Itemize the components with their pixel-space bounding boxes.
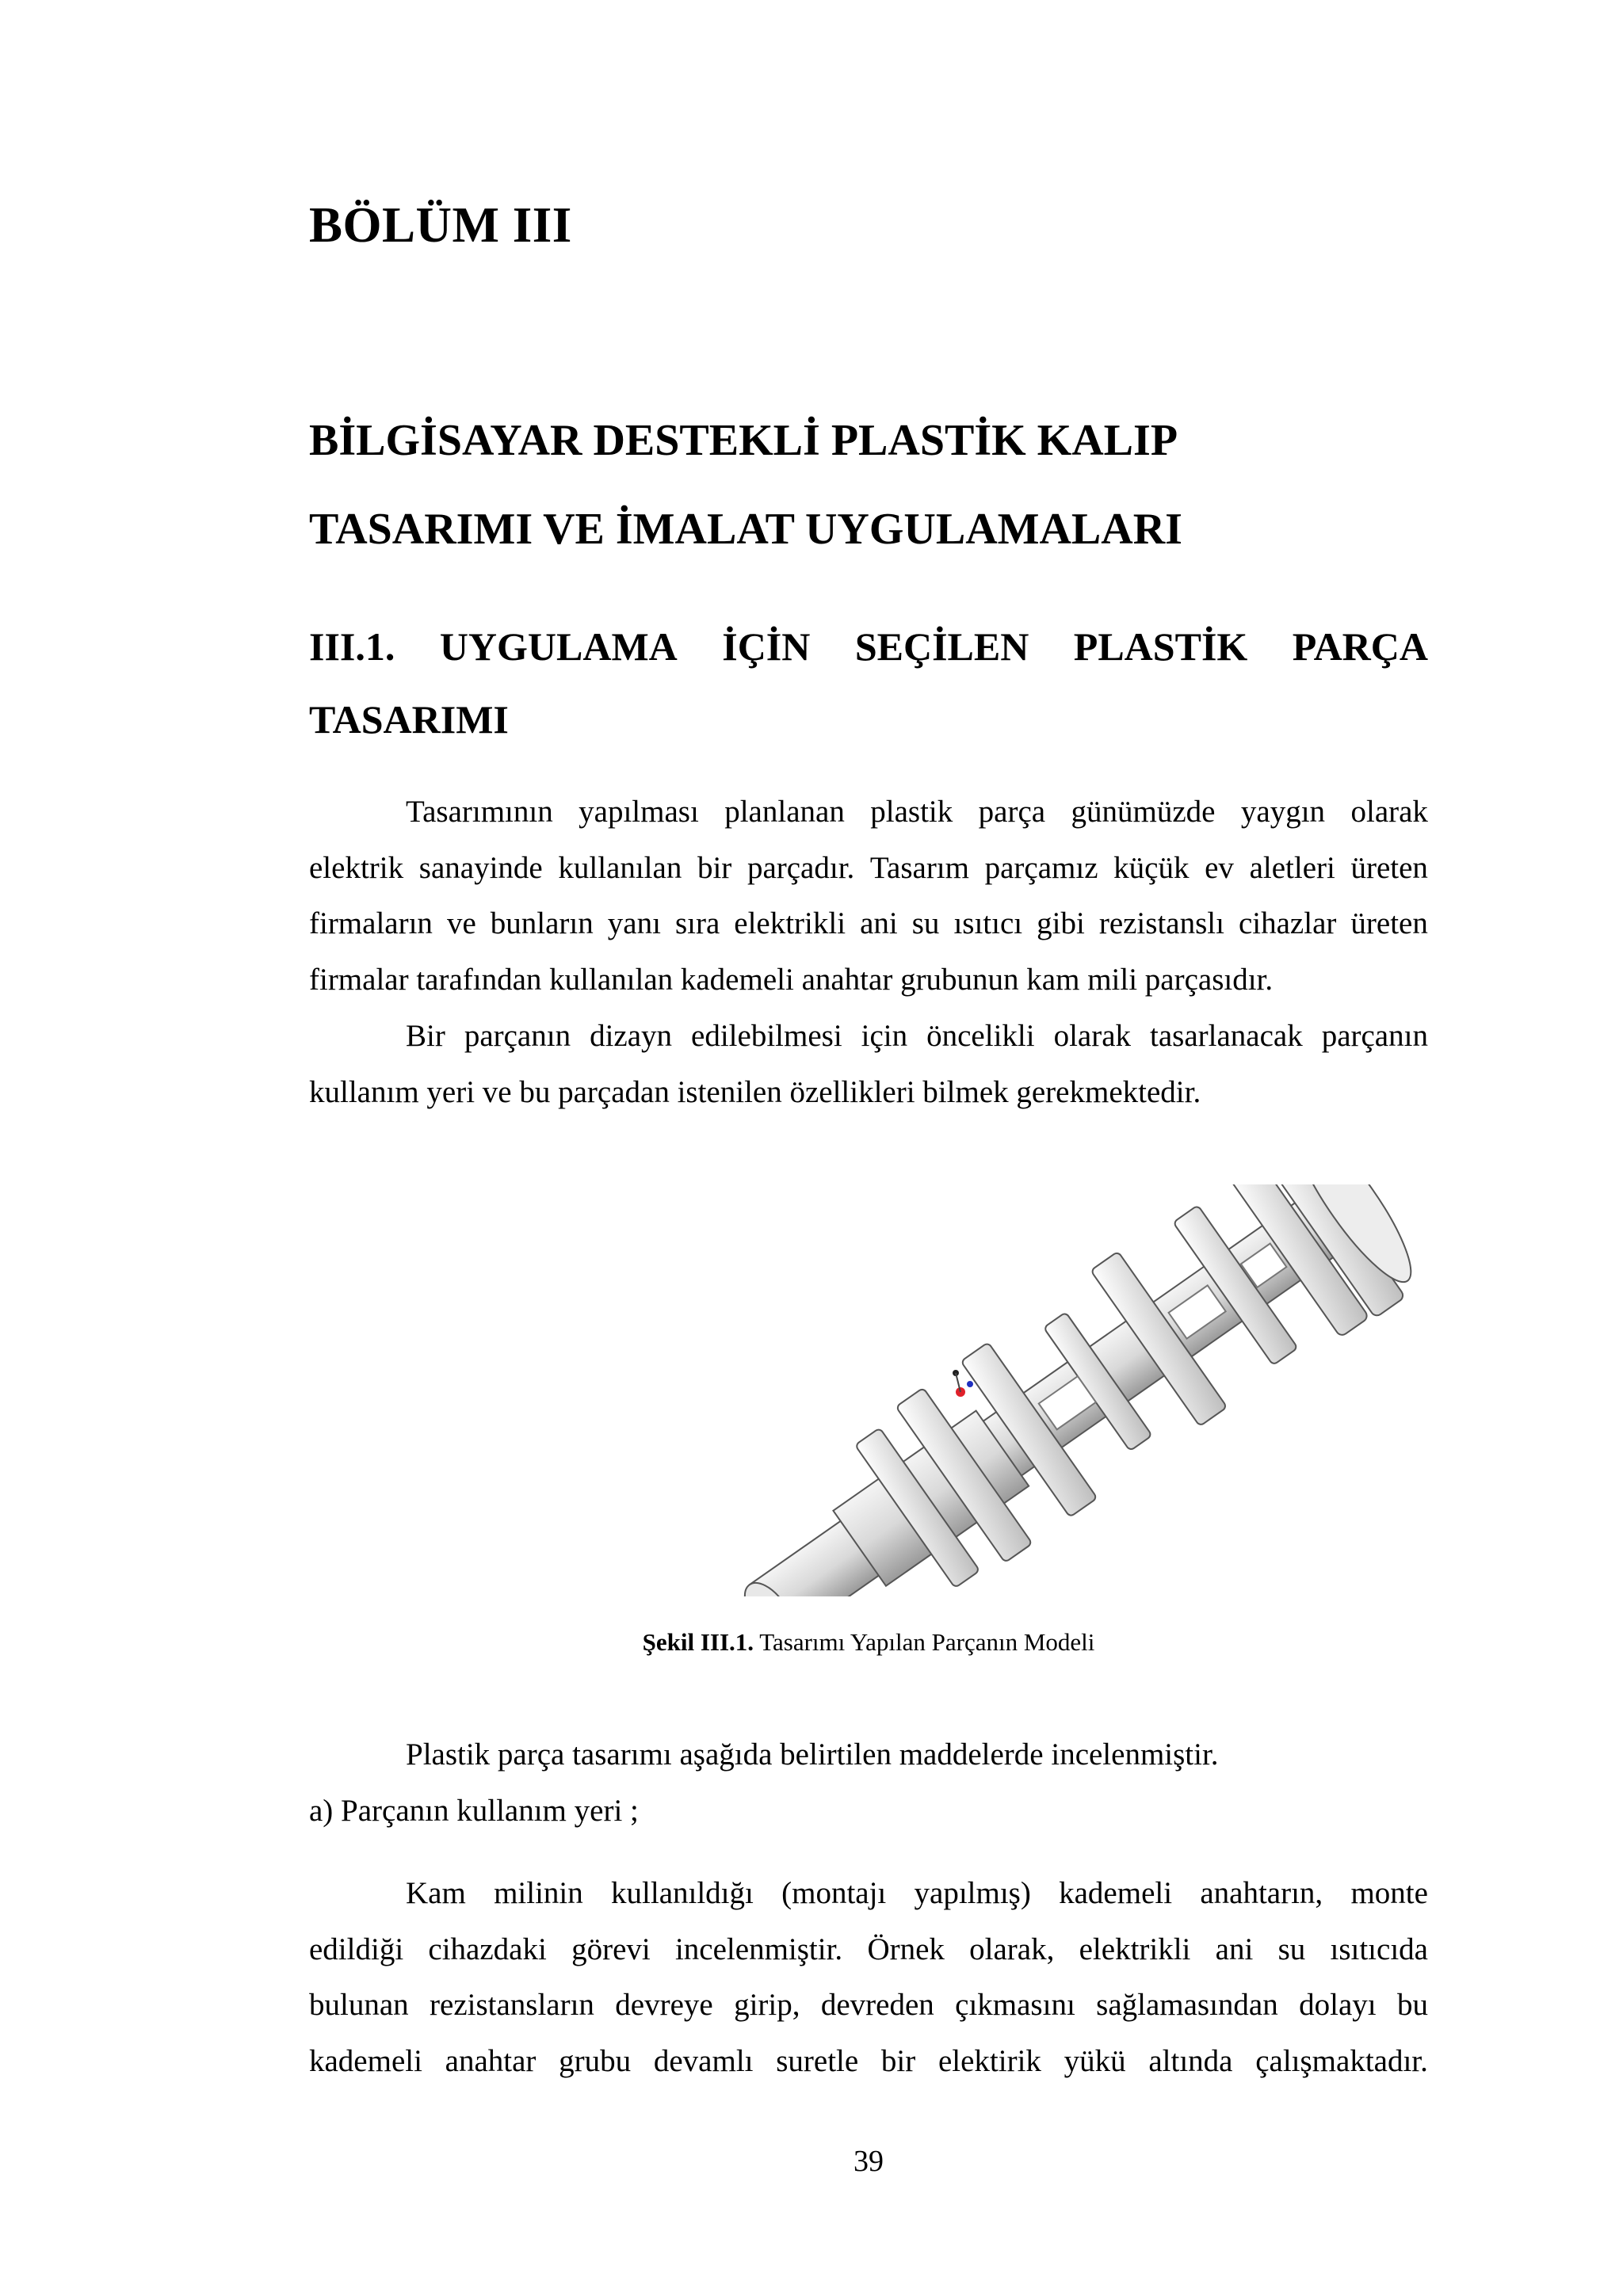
paragraph-line: kullanım yeri ve bu parçadan istenilen özellikleri bilmek gerekmektedir. bbox=[309, 1074, 1201, 1109]
paragraph-line: kademeli anahtar grubu devamlı suretle bir elektirik yükü altında çalışmaktadır. bbox=[309, 2043, 1428, 2078]
paragraph-line: firmaların ve bunların yanı sıra elektrikli ani su ısıtıcı gibi rezistanslı cihazlar üreten bbox=[309, 906, 1428, 940]
paragraph-2 bbox=[309, 1009, 1428, 1120]
section-word: PARÇA bbox=[1292, 624, 1428, 669]
section-heading-line-2: TASARIMI bbox=[309, 697, 509, 742]
paragraph-line: firmalar tarafından kullanılan kademeli anahtar grubunun kam mili parçasıdır. bbox=[309, 962, 1274, 997]
section-number: III.1. bbox=[309, 624, 395, 669]
figure-cam-shaft bbox=[642, 1184, 1506, 1596]
paragraph-line: a) Parçanın kullanım yeri ; bbox=[309, 1793, 639, 1828]
chapter-title-line-1: BİLGİSAYAR DESTEKLİ PLASTİK KALIP bbox=[309, 416, 1178, 465]
figure-caption-text: Tasarımı Yapılan Parçanın Modeli bbox=[754, 1628, 1095, 1656]
chapter-title bbox=[309, 396, 1182, 574]
figure-caption-label: Şekil III.1. bbox=[642, 1628, 754, 1656]
section-heading-line-1 bbox=[309, 610, 1428, 683]
chapter-title-line-2: TASARIMI VE İMALAT UYGULAMALARI bbox=[309, 505, 1182, 554]
section-word: PLASTİK bbox=[1073, 624, 1248, 669]
paragraph-line: Bir parçanın dizayn edilebilmesi için öncelikli olarak tasarlanacak parçanın bbox=[406, 1019, 1428, 1053]
cam-shaft-model-icon bbox=[642, 1184, 1506, 1596]
paragraph-line: Plastik parça tasarımı aşağıda belirtilen maddelerde incelenmiştir. bbox=[406, 1737, 1219, 1772]
paragraph-line: Tasarımının yapılması planlanan plastik parça günümüzde yaygın olarak bbox=[406, 795, 1428, 829]
paragraph-1 bbox=[309, 784, 1428, 1008]
section-word: UYGULAMA bbox=[439, 624, 678, 669]
paragraph-line: Kam milinin kullanıldığı (montajı yapılmış) kademeli anahtarın, monte bbox=[406, 1876, 1428, 1910]
paragraph-3 bbox=[309, 1727, 1428, 1839]
paragraph-line: edildiği cihazdaki görevi incelenmiştir. Örnek olarak, elektrikli ani su ısıtıcıda bbox=[309, 1932, 1428, 1966]
paragraph-line: bulunan rezistansların devreye girip, devreden çıkmasını sağlamasından dolayı bu bbox=[309, 1988, 1428, 2022]
page-number: 39 bbox=[854, 2145, 884, 2178]
paragraph-line: elektrik sanayinde kullanılan bir parçadır. Tasarım parçamız küçük ev aletleri üreten bbox=[309, 850, 1428, 885]
paragraph-4 bbox=[309, 1866, 1428, 2089]
section-word: SEÇİLEN bbox=[854, 624, 1029, 669]
figure-caption bbox=[309, 1628, 1428, 1657]
section-heading bbox=[309, 610, 1428, 756]
section-word: İÇİN bbox=[722, 624, 811, 669]
chapter-heading: BÖLÜM III bbox=[309, 197, 572, 253]
